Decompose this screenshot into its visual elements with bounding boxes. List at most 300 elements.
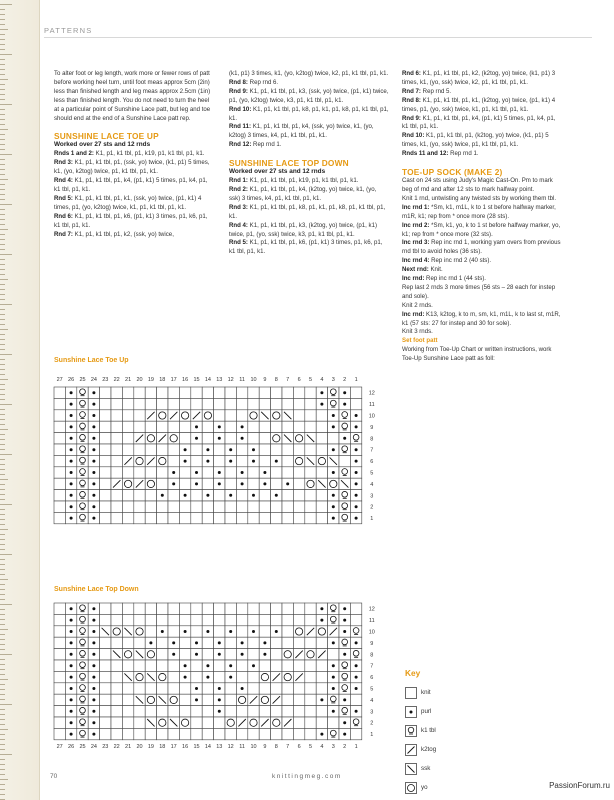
chart-cell — [202, 728, 213, 739]
ruler-tick — [0, 344, 5, 345]
section-label: PATTERNS — [44, 26, 93, 35]
chart-cell — [54, 671, 65, 682]
ruler-tick — [0, 729, 8, 730]
instruction-label: Rnd 10: — [402, 132, 425, 140]
instruction-text: K1, p1, k1 tbl, p1, k6, (p1, k1) 3 times, p1, k6, p1, k1 tbl, p1, k1. — [229, 239, 383, 256]
ruler-tick — [0, 29, 8, 30]
chart-cell — [111, 603, 122, 614]
chart-cell — [191, 398, 202, 409]
purl-icon — [405, 706, 417, 718]
instruction-line — [229, 204, 389, 222]
instruction-label: Rnd 9: — [402, 114, 421, 122]
purl-symbol — [70, 517, 73, 520]
purl-symbol — [70, 676, 73, 679]
chart-cell — [54, 660, 65, 671]
chart-cell — [100, 387, 111, 398]
chart-cell — [350, 603, 361, 614]
purl-symbol — [229, 460, 232, 463]
ruler-tick — [0, 619, 5, 620]
chart-cell — [259, 614, 270, 625]
purl-symbol — [218, 698, 221, 701]
k2tog-icon — [405, 744, 417, 756]
chart-cell — [259, 490, 270, 501]
ruler-tick — [0, 79, 8, 80]
chart-cell — [305, 706, 316, 717]
chart-cell — [134, 728, 145, 739]
ruler-tick — [0, 654, 12, 655]
ruler-tick — [0, 284, 5, 285]
chart-cell — [179, 398, 190, 409]
chart-cell — [168, 626, 179, 637]
purl-symbol — [332, 676, 335, 679]
purl-symbol — [70, 403, 73, 406]
chart-column-number: 23 — [102, 377, 109, 383]
chart-cell — [271, 478, 282, 489]
ruler-tick — [0, 164, 5, 165]
ruler-tick — [0, 754, 12, 755]
purl-symbol — [252, 664, 255, 667]
instruction-line — [229, 186, 389, 204]
chart-cell — [305, 501, 316, 512]
chart-column-number: 9 — [263, 377, 267, 383]
chart-cell — [145, 728, 156, 739]
ruler-tick — [0, 554, 12, 555]
chart-cell — [305, 421, 316, 432]
chart-cell — [157, 512, 168, 523]
purl-symbol — [70, 687, 73, 690]
ruler-tick — [0, 269, 5, 270]
chart-row-number: 1 — [370, 516, 374, 523]
purl-symbol — [343, 733, 346, 736]
ruler-tick — [0, 44, 5, 45]
chart-cell — [305, 637, 316, 648]
chart-cell — [145, 444, 156, 455]
chart-cell — [145, 706, 156, 717]
chart-cell — [157, 728, 168, 739]
chart-cell — [350, 728, 361, 739]
chart-cell — [111, 614, 122, 625]
chart-cell — [134, 444, 145, 455]
top-down-rounds — [229, 177, 389, 257]
ruler-tick — [0, 124, 5, 125]
purl-symbol — [343, 403, 346, 406]
instruction-line — [402, 239, 562, 257]
chart-row-number: 9 — [370, 424, 374, 431]
ruler-tick — [0, 364, 5, 365]
ruler-tick — [0, 144, 5, 145]
chart-cell — [293, 728, 304, 739]
ruler-tick — [0, 264, 5, 265]
ruler-tick — [0, 184, 5, 185]
chart-column-number: 16 — [182, 377, 189, 383]
ruler-tick — [0, 354, 12, 355]
purl-symbol — [184, 664, 187, 667]
chart-cell — [157, 421, 168, 432]
purl-symbol — [229, 494, 232, 497]
chart-cell — [122, 490, 133, 501]
ruler-tick — [0, 459, 5, 460]
chart-cell — [54, 728, 65, 739]
chart-cell — [282, 728, 293, 739]
purl-symbol — [70, 619, 73, 622]
purl-symbol — [332, 494, 335, 497]
chart-cell — [271, 421, 282, 432]
ruler-tick — [0, 734, 5, 735]
chart-column-number: 6 — [297, 743, 301, 750]
chart-cell — [111, 398, 122, 409]
chart-cell — [236, 387, 247, 398]
chart-column-number: 4 — [320, 377, 324, 383]
chart-row-number: 8 — [370, 652, 374, 659]
purl-symbol — [92, 664, 95, 667]
instruction-label: Rnd 11: — [229, 123, 252, 131]
ruler-tick — [0, 529, 8, 530]
chart-cell — [293, 387, 304, 398]
instruction-text: K1, p1, k1 tbl, p1, k1, (ssk, yo) twice, (p1, k1) 4 times, p1, (yo, k2tog) twice, k1, p1, k1 tbl, p1, k1. — [54, 194, 202, 211]
chart-cell — [225, 614, 236, 625]
sock-instructions — [402, 177, 562, 337]
chart-cell — [54, 603, 65, 614]
ruler-tick — [0, 614, 5, 615]
chart-cell — [305, 671, 316, 682]
chart-cell — [282, 683, 293, 694]
chart-cell — [157, 444, 168, 455]
purl-symbol — [343, 630, 346, 633]
ruler-tick — [0, 309, 5, 310]
ruler-tick — [0, 369, 5, 370]
purl-symbol — [355, 494, 358, 497]
purl-symbol — [206, 460, 209, 463]
chart-cell — [271, 387, 282, 398]
instruction-text: K1, p1, k1 tbl, p1, k4, (ssk, yo) twice, k1, (yo, k2tog) 3 times, k4, p1, k1 tbl, p1, k1. — [229, 123, 374, 140]
purl-symbol — [184, 630, 187, 633]
chart-cell — [202, 706, 213, 717]
chart-cell — [305, 603, 316, 614]
purl-symbol — [218, 641, 221, 644]
chart-column-number: 8 — [274, 377, 278, 383]
chart-cell — [168, 421, 179, 432]
chart-cell — [111, 410, 122, 421]
ruler-tick — [0, 249, 5, 250]
text-column-2 — [229, 70, 389, 257]
instruction-line — [402, 70, 562, 88]
purl-symbol — [241, 653, 244, 656]
chart-cell — [259, 512, 270, 523]
chart-cell — [111, 444, 122, 455]
intro-paragraph: To alter foot or leg length, work more or fewer rows of patt before working heel turn, until foot meas approx 5cm (2in) less than finished length and leg meas approx 2.5cm (1in) less than finished length. You do not need to turn the heel at a particular point of Sunshine Lace patt, but leg and toe should end at the end of a Sunshine Lace patt rep. — [54, 70, 211, 122]
ruler-tick — [0, 59, 5, 60]
purl-symbol — [286, 482, 289, 485]
chart-row-number: 6 — [370, 459, 374, 466]
chart-column-number: 25 — [79, 743, 86, 750]
chart-cell — [157, 614, 168, 625]
chart-cell — [248, 501, 259, 512]
ruler-tick — [0, 719, 5, 720]
instruction-text: K1, p1, k1 tbl, p1, k19, p1, k1 tbl, p1, k1. — [93, 150, 205, 158]
chart-cell — [134, 637, 145, 648]
chart-cell — [248, 512, 259, 523]
ruler-tick — [0, 204, 12, 205]
ruler-tick — [0, 709, 5, 710]
chart-cell — [271, 706, 282, 717]
chart-cell — [122, 444, 133, 455]
chart-cell — [157, 387, 168, 398]
chart-cell — [236, 671, 247, 682]
instruction-text: Rep rnd 5. — [420, 87, 452, 95]
chart-cell — [179, 637, 190, 648]
purl-symbol — [241, 482, 244, 485]
chart-cell — [145, 490, 156, 501]
ruler-tick — [0, 374, 5, 375]
chart-cell — [54, 649, 65, 660]
chart-cell — [111, 683, 122, 694]
instruction-text: K1, p1, k1 tbl, p1, k3, (k2tog, yo) twice, (p1, k1) twice, p1, (yo, ssk) twice, k3, p1, k1 tbl, p1, k1. — [229, 221, 378, 238]
chart-cell — [259, 433, 270, 444]
instruction-line — [402, 150, 562, 159]
ruler-tick — [0, 519, 5, 520]
purl-symbol — [172, 471, 175, 474]
chart-cell — [282, 398, 293, 409]
chart-cell — [316, 717, 327, 728]
purl-symbol — [241, 641, 244, 644]
chart-cell — [225, 501, 236, 512]
ruler-tick — [0, 479, 8, 480]
chart-cell — [134, 490, 145, 501]
chart-cell — [282, 660, 293, 671]
chart-column-number: 6 — [297, 377, 301, 383]
purl-symbol — [92, 460, 95, 463]
chart-cell — [191, 490, 202, 501]
ruler-tick — [0, 89, 5, 90]
instruction-text: K1, p1, k1 tbl, p1, k1, (k2tog, yo) twice, (p1, k1) 4 times, p1, (yo, ssk) twice, k1, p1, k1 tbl, p1, k1. — [402, 96, 556, 113]
chart-column-number: 19 — [147, 743, 154, 750]
instruction-label: Rnd 12: — [229, 141, 252, 149]
chart-cell — [100, 512, 111, 523]
chart-cell — [225, 387, 236, 398]
chart-cell — [54, 444, 65, 455]
instruction-line — [402, 302, 562, 311]
chart-cell — [111, 671, 122, 682]
instruction-label: Rnd 3: — [54, 159, 73, 167]
chart-cell — [54, 398, 65, 409]
chart-cell — [248, 728, 259, 739]
chart-cell — [145, 603, 156, 614]
purl-symbol — [70, 482, 73, 485]
ruler-tick — [0, 349, 5, 350]
purl-symbol — [252, 494, 255, 497]
chart-cell — [145, 512, 156, 523]
chart-cell — [225, 421, 236, 432]
instruction-text: Rep inc rnd 1 (44 sts). — [424, 275, 486, 283]
chart-cell — [191, 660, 202, 671]
chart-cell — [191, 512, 202, 523]
instruction-line — [402, 311, 562, 329]
instruction-line — [402, 328, 562, 337]
chart-cell — [339, 455, 350, 466]
chart-cell — [54, 614, 65, 625]
ruler-tick — [0, 509, 5, 510]
chart-column-number: 13 — [216, 743, 223, 750]
ruler-tick — [0, 209, 5, 210]
ruler-tick — [0, 94, 5, 95]
instruction-text: K1, p1, k1 tbl, p1, k4, (p1, k1) 5 times, p1, k4, p1, k1 tbl, p1, k1. — [54, 177, 208, 193]
purl-symbol — [195, 425, 198, 428]
chart-column-number: 2 — [343, 743, 347, 750]
chart-cell — [111, 512, 122, 523]
instruction-text: Knit 2 rnds. — [402, 301, 433, 309]
chart-cell — [305, 728, 316, 739]
chart-cell — [214, 398, 225, 409]
ruler-tick — [0, 359, 5, 360]
chart-cell — [225, 398, 236, 409]
chart-cell — [236, 444, 247, 455]
chart-cell — [214, 671, 225, 682]
chart-cell — [316, 512, 327, 523]
chart-row-number: 11 — [368, 618, 375, 625]
chart-cell — [214, 387, 225, 398]
chart-cell — [54, 433, 65, 444]
chart-cell — [134, 717, 145, 728]
chart-cell — [134, 398, 145, 409]
ruler-tick — [0, 669, 5, 670]
chart-cell — [202, 512, 213, 523]
chart-cell — [145, 421, 156, 432]
ruler-tick — [0, 694, 5, 695]
purl-symbol — [332, 425, 335, 428]
chart-column-number: 7 — [286, 377, 290, 383]
chart-column-number: 3 — [331, 377, 335, 383]
chart-cell — [100, 717, 111, 728]
instruction-line — [54, 150, 214, 159]
ruler-tick — [0, 134, 5, 135]
purl-symbol — [229, 664, 232, 667]
ruler-tick — [0, 319, 5, 320]
chart-cell — [54, 501, 65, 512]
instruction-label: Rnd 2: — [229, 185, 248, 193]
purl-symbol — [172, 641, 175, 644]
ruler-tick — [0, 334, 5, 335]
chart-cell — [191, 455, 202, 466]
purl-symbol — [92, 505, 95, 508]
purl-symbol — [206, 630, 209, 633]
chart-cell — [225, 433, 236, 444]
chart-cell — [100, 410, 111, 421]
purl-symbol — [332, 710, 335, 713]
instruction-line — [229, 239, 389, 257]
chart-top-down — [50, 593, 395, 775]
instruction-label: Rnd 1: — [229, 177, 248, 185]
ruler-tick — [0, 4, 12, 5]
key-label: k1 tbl — [421, 727, 436, 734]
instruction-text: (k1, p1) 3 times, k1, (yo, k2tog) twice, k2, p1, k1 tbl, p1, k1. — [229, 70, 389, 77]
purl-symbol — [172, 653, 175, 656]
chart-cell — [316, 706, 327, 717]
chart-column-number: 18 — [159, 743, 166, 750]
chart-cell — [134, 660, 145, 671]
chart-cell — [100, 455, 111, 466]
chart-cell — [54, 478, 65, 489]
ruler-tick — [0, 429, 8, 430]
chart-cell — [214, 603, 225, 614]
ruler-tick — [0, 234, 5, 235]
instruction-label: Rnd 7: — [402, 87, 421, 95]
chart-cell — [236, 660, 247, 671]
chart-cell — [157, 683, 168, 694]
chart-cell — [305, 444, 316, 455]
chart-cell — [293, 512, 304, 523]
instruction-label: Inc rnd: — [402, 275, 425, 283]
ruler-tick — [0, 14, 5, 15]
purl-symbol — [229, 448, 232, 451]
chart-cell — [259, 660, 270, 671]
purl-symbol — [320, 733, 323, 736]
chart-cell — [122, 467, 133, 478]
purl-symbol — [195, 482, 198, 485]
chart-cell — [145, 626, 156, 637]
chart-column-number: 8 — [274, 743, 278, 750]
ruler-tick — [0, 74, 5, 75]
chart-cell — [191, 728, 202, 739]
chart-cell — [168, 501, 179, 512]
purl-symbol — [355, 460, 358, 463]
ssk-icon — [405, 763, 417, 775]
instruction-text: *Sm, k1, yo, k to 1 st before halfway marker, yo, k1; rep from * once more (32 sts). — [402, 221, 561, 238]
ruler-tick — [0, 679, 8, 680]
chart-cell — [100, 467, 111, 478]
ruler-tick — [0, 409, 5, 410]
instruction-line — [402, 257, 562, 266]
purl-symbol — [410, 711, 413, 714]
ruler-tick — [0, 159, 5, 160]
chart-cell — [202, 398, 213, 409]
chart-cell — [111, 421, 122, 432]
ruler-tick — [0, 129, 8, 130]
chart-row-number: 10 — [368, 413, 375, 420]
chart-cell — [100, 501, 111, 512]
purl-symbol — [332, 414, 335, 417]
ruler-tick — [0, 624, 5, 625]
chart-cell — [248, 706, 259, 717]
ruler-tick — [0, 524, 5, 525]
ruler-tick — [0, 749, 5, 750]
instruction-line — [402, 266, 562, 275]
chart-cell — [350, 387, 361, 398]
set-foot-heading: Set foot patt — [402, 337, 438, 345]
top-down-subheading: Worked over 27 sts and 12 rnds — [229, 168, 326, 176]
chart-column-number: 21 — [125, 377, 132, 383]
ruler-tick — [0, 739, 5, 740]
chart-cell — [202, 717, 213, 728]
chart-column-number: 17 — [170, 743, 177, 750]
chart-cell — [282, 490, 293, 501]
instruction-line — [402, 195, 562, 204]
chart-cell — [282, 694, 293, 705]
chart-cell — [282, 706, 293, 717]
ruler-tick — [0, 609, 5, 610]
ruler-tick — [0, 304, 12, 305]
chart-cell — [248, 421, 259, 432]
purl-symbol — [70, 698, 73, 701]
chart-cell — [282, 467, 293, 478]
ruler-tick — [0, 474, 5, 475]
chart-cell — [54, 490, 65, 501]
instruction-line — [402, 275, 562, 284]
ruler-tick — [0, 449, 5, 450]
chart-cell — [111, 706, 122, 717]
chart-cell — [236, 512, 247, 523]
page-number: 70 — [50, 773, 58, 780]
ruler-tick — [0, 214, 5, 215]
